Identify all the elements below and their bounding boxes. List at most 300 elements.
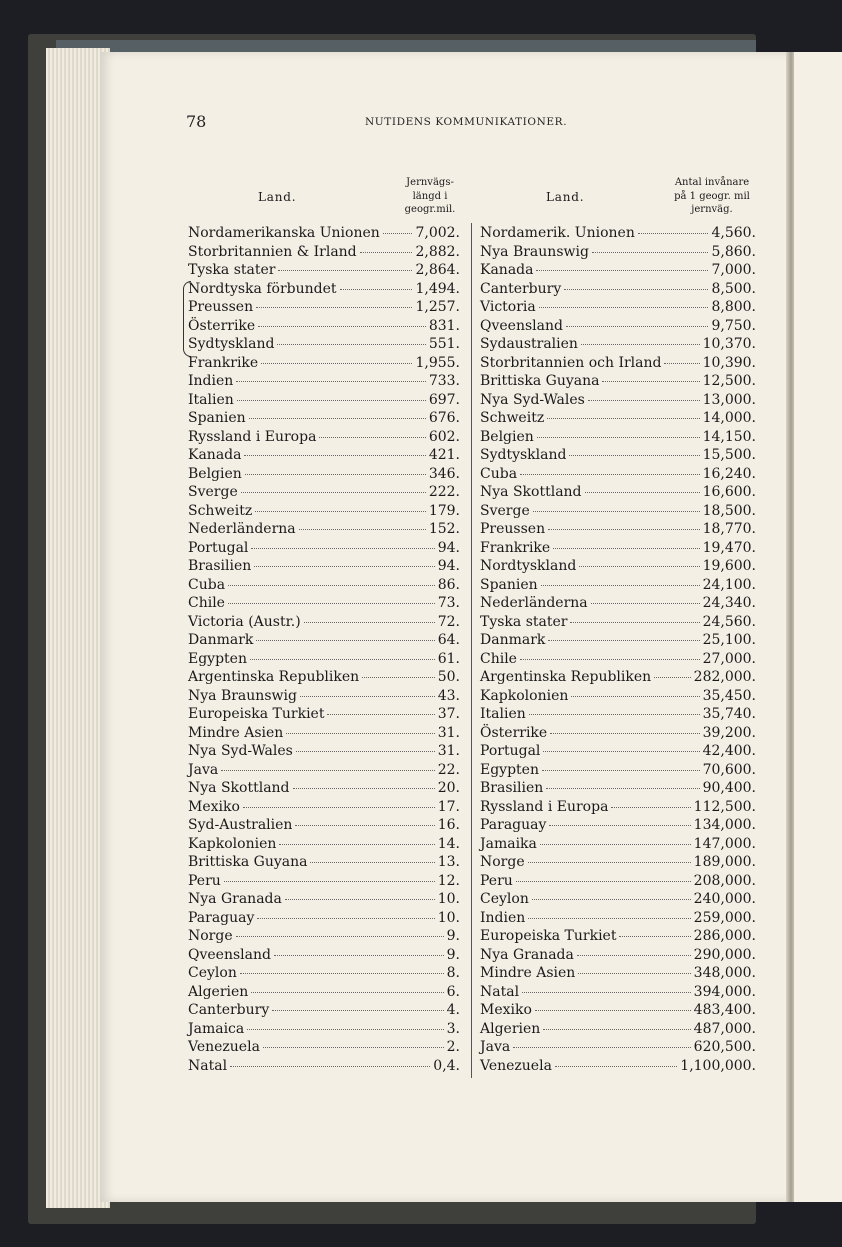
row-value: 61. [437,650,460,667]
table-row [480,705,756,724]
row-value: 35,740. [702,706,756,722]
table-row [188,409,460,428]
dot-leader [255,511,426,512]
country-name: Kapkolonien [480,687,569,704]
dot-leader [299,529,426,530]
row-value: 1,257. [415,299,460,315]
dot-leader [263,1047,444,1048]
table-row [480,853,756,872]
dot-leader [585,492,700,493]
table-row [480,335,756,354]
country-name: Cuba [188,576,226,593]
country-name: Frankrike [480,539,551,556]
row-value: 551. [428,336,460,352]
table-row [188,816,460,835]
country-name: Sverge [480,502,530,519]
table-row [188,946,460,965]
row-value: 18,770. [702,521,756,537]
row-value: 290,000. [693,946,756,963]
table-row [480,724,756,743]
table-row [188,298,460,317]
country-name: Portugal [188,539,249,556]
dot-leader [256,307,412,308]
table-row [480,779,756,798]
dot-leader [602,381,699,382]
country-name: Nordamerikanska Unionen [188,225,380,241]
country-name: Danmark [480,632,546,648]
row-value: 222. [428,484,460,500]
dot-leader [581,344,700,345]
dot-leader [251,992,443,993]
dot-leader [664,363,699,364]
table-row [188,335,460,354]
table-row [188,705,460,724]
country-name: Algerien [480,1020,541,1037]
row-value: 24,100. [702,576,756,593]
dot-leader [579,566,699,567]
country-name: Tyska stater [480,613,568,630]
table-row [480,872,756,891]
table-row [480,539,756,558]
row-value: 86. [437,576,460,593]
dot-leader [536,270,708,271]
table-row [480,317,756,336]
table-row [188,724,460,743]
dot-leader [516,881,691,882]
dot-leader [577,955,691,956]
dot-leader [278,270,412,271]
column-header-value [664,176,760,217]
table-row [188,872,460,891]
dot-leader [272,1010,443,1011]
country-name: Argentinska Republiken [188,669,360,685]
country-name: Sydtyskland [480,447,567,463]
dot-leader [224,881,435,882]
country-name: Schweitz [480,410,545,426]
country-name: Nya Skottland [188,780,290,796]
row-value: 43. [437,687,460,704]
table-row [480,835,756,854]
table-row [188,502,460,521]
dot-leader [564,289,708,290]
dot-leader [279,844,434,845]
row-value: 9. [446,946,460,963]
row-value: 208,000. [693,872,756,889]
dot-leader [533,511,700,512]
row-value: 831. [428,317,460,334]
table-row [480,668,756,687]
row-value: 602. [428,428,460,445]
country-name: Mexiko [480,1002,532,1018]
table-row [480,964,756,983]
row-value: 90,400. [702,780,756,796]
country-name: Canterbury [188,1002,270,1018]
dot-leader [547,418,699,419]
row-value: 179. [428,502,460,519]
dot-leader [543,1029,690,1030]
row-value: 14,000. [702,410,756,426]
dot-leader [550,733,699,734]
country-name: Peru [188,872,221,889]
row-value: 12. [437,872,460,889]
dot-leader [540,844,691,845]
row-value: 12,500. [702,373,756,389]
row-value: 259,000. [693,909,756,926]
row-value: 10,370. [702,336,756,352]
country-name: Ryssland i Europa [480,798,609,815]
dot-leader [548,640,699,641]
dot-leader [592,252,709,253]
dot-leader [611,807,690,808]
table-row [188,650,460,669]
dot-leader [327,714,434,715]
dot-leader [543,751,699,752]
row-value: 282,000. [693,669,756,685]
table-row [188,317,460,336]
row-value: 8. [446,965,460,981]
row-value: 8,800. [711,299,756,315]
row-value: 112,500. [693,798,756,815]
country-name: Mindre Asien [480,965,576,981]
table-row [188,1057,460,1076]
dot-leader [546,788,699,789]
dot-leader [513,1047,690,1048]
dot-leader [245,474,426,475]
country-name: Venezuela [480,1057,552,1074]
dot-leader [654,677,690,678]
country-name: Belgien [188,465,242,482]
row-value: 421. [428,447,460,463]
table-row [480,428,756,447]
dot-leader [254,566,434,567]
dot-leader [383,233,413,234]
header-line: Antal invånare [674,177,750,188]
country-name: Cuba [480,465,518,482]
country-name: Österrike [188,317,256,334]
row-value: 37. [437,706,460,722]
country-name: Qveensland [188,946,271,963]
table-row [480,391,756,410]
row-value: 2,882. [415,243,460,260]
country-name: Algerien [188,983,249,1000]
country-name: Nya Braunswig [480,243,589,260]
country-name: Indien [480,909,526,926]
row-value: 19,600. [702,558,756,574]
country-name: Argentinska Republiken [480,669,652,685]
facing-page-edge [794,52,842,1202]
running-title: NUTIDENS KOMMUNIKATIONER. [365,116,568,128]
table-row [480,909,756,928]
dot-leader [360,252,413,253]
row-value: 20. [437,780,460,796]
row-value: 31. [437,743,460,759]
table-row [480,520,756,539]
country-name: Tyska stater [188,262,276,278]
dot-leader [529,714,700,715]
table-row [480,409,756,428]
row-value: 8,500. [711,280,756,297]
row-value: 4,560. [711,225,756,241]
table-row [188,983,460,1002]
row-value: 4. [446,1002,460,1018]
country-name: Nederländerna [480,595,588,611]
country-name: Italien [480,706,526,722]
row-value: 10,390. [702,354,756,371]
country-name: Syd-Australien [188,817,293,833]
row-value: 39,200. [702,724,756,741]
dot-leader [548,529,699,530]
country-name: Chile [188,595,225,611]
country-name: Nederländerna [188,521,296,537]
country-name: Ceylon [480,891,529,907]
row-value: 16,240. [702,465,756,482]
dot-leader [310,862,434,863]
row-value: 19,470. [702,539,756,556]
row-value: 70,600. [702,761,756,778]
country-name: Portugal [480,743,541,759]
country-name: Chile [480,650,517,667]
table-row [188,261,460,280]
country-name: Italien [188,391,234,408]
row-value: 9. [446,928,460,944]
row-value: 240,000. [693,891,756,907]
table-header [480,176,756,224]
country-name: Nya Braunswig [188,687,297,704]
row-value: 94. [437,539,460,556]
country-name: Indien [188,373,234,389]
dot-leader [295,825,434,826]
table-row [188,909,460,928]
row-value: 13. [437,854,460,870]
country-name: Spanien [188,410,246,426]
country-name: Nordtyska förbundet [188,280,337,297]
country-name: Ceylon [188,965,237,981]
country-name: Java [480,1039,511,1055]
country-name: Paraguay [188,909,255,926]
dot-leader [340,289,413,290]
table-row [480,927,756,946]
country-name: Victoria [480,299,536,315]
dot-leader [619,936,690,937]
country-name: Jamaika [480,835,537,852]
table-row [480,465,756,484]
country-name: Kanada [188,447,242,463]
table-body [480,224,756,1075]
dot-leader [221,770,435,771]
row-value: 25,100. [702,632,756,648]
country-name: Jamaica [188,1020,245,1037]
table-row [188,1038,460,1057]
table-row [188,761,460,780]
dot-leader [541,585,700,586]
table-row [188,391,460,410]
row-value: 147,000. [693,835,756,852]
row-value: 1,494. [415,280,460,297]
country-name: Sydaustralien [480,336,578,352]
row-value: 18,500. [702,502,756,519]
table-row [480,1020,756,1039]
row-value: 17. [437,798,460,815]
table-row [188,964,460,983]
table-row [480,890,756,909]
row-value: 16,600. [702,484,756,500]
dot-leader [277,344,425,345]
row-value: 35,450. [702,687,756,704]
table-row [480,983,756,1002]
row-value: 2. [446,1039,460,1055]
country-name: Belgien [480,428,534,445]
row-value: 3. [446,1020,460,1037]
table-row [188,446,460,465]
cover-edge [56,40,756,52]
table-row [188,243,460,262]
country-name: Brasilien [188,558,252,574]
table-row [188,280,460,299]
dot-leader [230,1066,430,1067]
row-value: 13,000. [702,391,756,408]
table-row [188,354,460,373]
country-name: Österrike [480,724,548,741]
country-name: Kapkolonien [188,835,277,852]
country-name: Europeiska Turkiet [480,928,617,944]
row-value: 72. [437,613,460,630]
country-name: Sverge [188,484,238,500]
row-value: 1,100,000. [680,1057,756,1074]
table-row [480,372,756,391]
row-value: 7,002. [415,225,460,241]
dot-leader [553,548,699,549]
country-name: Europeiska Turkiet [188,706,325,722]
table-row [480,1057,756,1076]
table-row [480,946,756,965]
row-value: 189,000. [693,854,756,870]
table-row [480,502,756,521]
table-row [480,280,756,299]
table-header [188,176,460,224]
table-body [188,224,460,1075]
row-value: 134,000. [693,817,756,833]
dot-leader [542,770,700,771]
dot-leader [520,474,700,475]
country-name: Qveensland [480,317,563,334]
table-row [188,687,460,706]
table-row [480,650,756,669]
country-name: Nordamerik. Unionen [480,225,635,241]
row-value: 24,560. [702,613,756,630]
table-row [188,835,460,854]
table-row [188,890,460,909]
dot-leader [522,992,691,993]
table-row [188,465,460,484]
dot-leader [300,696,435,697]
dot-leader [243,807,435,808]
table-row [188,853,460,872]
dot-leader [555,1066,677,1067]
dot-leader [537,437,700,438]
header-line: geogr.mil. [404,204,456,215]
table-row [188,927,460,946]
table-row [188,428,460,447]
row-value: 487,000. [693,1020,756,1037]
dot-leader [588,400,700,401]
row-value: 94. [437,558,460,574]
dot-leader [251,548,434,549]
dot-leader [247,1029,443,1030]
dot-leader [528,862,691,863]
table-row [480,631,756,650]
table-row [188,557,460,576]
row-value: 73. [437,595,460,611]
country-name: Mexiko [188,798,240,815]
row-value: 10. [437,909,460,926]
table-row [480,613,756,632]
table-row [188,798,460,817]
table-row [480,298,756,317]
table-row [188,613,460,632]
dot-leader [286,733,434,734]
dot-leader [638,233,709,234]
page-header [0,112,842,132]
table-row [480,224,756,243]
table-row [188,594,460,613]
table-row [480,816,756,835]
page-number: 78 [186,112,207,131]
table-row [480,576,756,595]
row-value: 31. [437,724,460,741]
dot-leader [304,622,435,623]
row-value: 27,000. [702,650,756,667]
country-name: Java [188,761,219,778]
dot-leader [261,363,412,364]
country-name: Paraguay [480,817,547,833]
country-name: Brittiska Guyana [480,373,600,389]
row-value: 16. [437,817,460,833]
row-value: 676. [428,410,460,426]
row-value: 5,860. [711,243,756,260]
row-value: 14. [437,835,460,852]
dot-leader [571,696,699,697]
header-line: jernväg. [691,204,733,215]
dot-leader [296,751,435,752]
country-name: Brasilien [480,780,544,796]
country-name: Nya Granada [188,891,282,907]
header-line: längd i [412,190,448,202]
dot-leader [274,955,444,956]
table-row [188,631,460,650]
dot-leader [228,585,435,586]
table-row [188,779,460,798]
country-name: Norge [188,928,233,944]
table-row [480,483,756,502]
row-value: 64. [437,632,460,648]
table-row [188,539,460,558]
dot-leader [528,918,690,919]
table-row [480,354,756,373]
table-row [480,243,756,262]
railway-length-table [188,176,460,1075]
dot-leader [258,326,426,327]
table-row [480,1001,756,1020]
table-row [188,520,460,539]
country-name: Preussen [188,299,254,315]
country-name: Norge [480,854,525,870]
table-row [188,742,460,761]
row-value: 483,400. [693,1002,756,1018]
table-row [188,483,460,502]
row-value: 24,340. [702,595,756,611]
country-name: Storbritannien & Irland [188,243,357,260]
dot-leader [520,659,700,660]
